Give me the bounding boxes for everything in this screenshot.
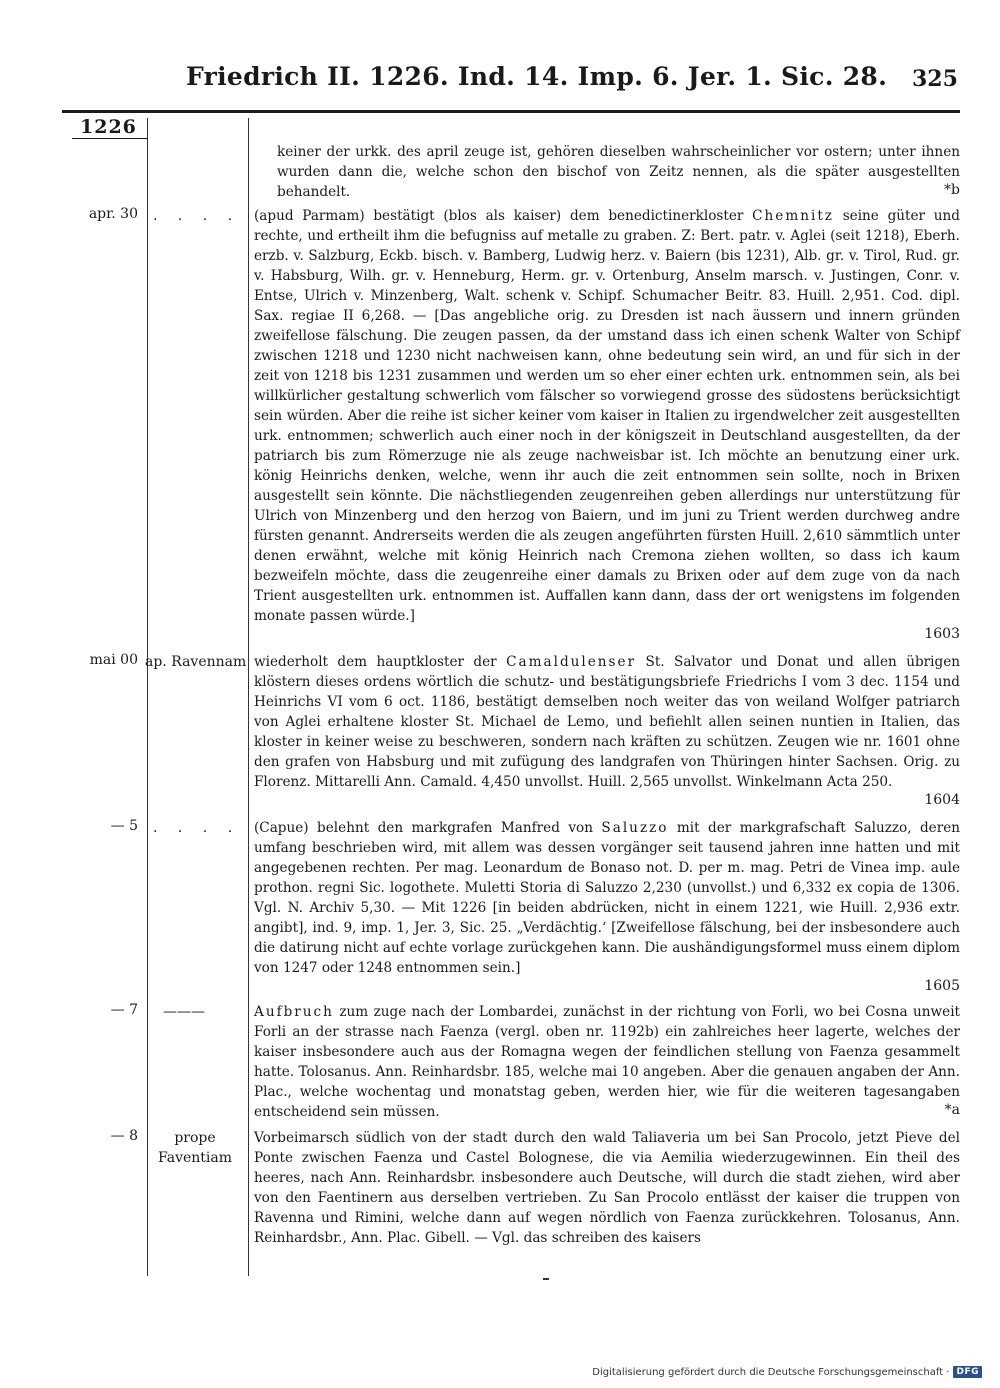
entry-date: apr. 30 [88, 206, 138, 222]
entry-lead: (Capue) belehnt den markgrafen Manfred von [254, 820, 593, 836]
entry-lead: (apud Parmam) bestätigt (blos als kaiser) dem benedictinerkloster [254, 208, 744, 224]
page-title: Friedrich II. 1226. Ind. 14. Imp. 6. Jer. 1. Sic. 28. [186, 62, 888, 91]
entry-text [254, 818, 960, 978]
entry-lead: wiederholt dem hauptkloster der [254, 654, 497, 670]
entry-number: *b [944, 182, 960, 198]
entry-keyword: Aufbruch [254, 1004, 334, 1020]
entry-date: — 5 [110, 818, 138, 834]
bottom-mark [543, 1278, 549, 1280]
entry-date: mai 00 [89, 652, 138, 668]
footer-credit [592, 1366, 982, 1378]
entry-place: . . . . [153, 208, 241, 224]
year-heading: 1226 [80, 116, 137, 138]
header-rule [62, 110, 960, 113]
entry-text [254, 206, 960, 626]
entry-place: prope Faventiam [157, 1130, 233, 1166]
entry-place: . . . . [153, 820, 241, 836]
entry-body: zum zuge nach der Lombardei, zunächst in der richtung von Forli, wo bei Cosna unweit Forli an der strasse nach Faenza (vergl. oben nr. 1192b) ein zahlreiches heer lagerte, welches der kaiser insbesondere auch aus der Romagna wegen der feindlichen stellung von Faenza gesammelt hatte. Tolosanus. Ann. Reinhardsbr. 185, welche mai 10 angeben. Aber die genauen angaben der Ann. Plac., welche wochentag und monatstag geben, werden hier, wie für die weiteren tagesangaben entscheidend sein müssen. [254, 1004, 961, 1120]
dfg-logo: DFG [953, 1366, 982, 1378]
entry-body: keiner der urkk. des april zeuge ist, gehören dieselben wahrscheinlicher vor ostern; unter ihnen wurden dann die, welche schon den bischof von Zeitz nennen, als die später ausgestellten behandelt. [277, 144, 960, 200]
entry-date: — 7 [110, 1002, 138, 1018]
page-number: 325 [912, 66, 958, 92]
column-divider-date [147, 118, 148, 1276]
entry-text [277, 142, 960, 202]
entry-text [254, 652, 960, 792]
entry-date: — 8 [110, 1128, 138, 1144]
entry-number: 1604 [924, 792, 960, 808]
entry-text [254, 1128, 960, 1248]
year-underline [72, 138, 148, 139]
entry-place: ——— [163, 1004, 205, 1020]
entry-place: ap. Ravennam [145, 654, 247, 670]
entry-number: *a [944, 1102, 960, 1118]
entry-keyword: Camaldulenser [506, 654, 637, 670]
entry-text [254, 1002, 960, 1122]
entry-number: 1605 [924, 978, 960, 994]
entry-body: Vorbeimarsch südlich von der stadt durch den wald Taliaveria um bei San Procolo, jetzt Pieve del Ponte zwischen Faenza und Castel Bolognese, die via Aemilia wiederzugewinnen. Ein theil des heeres, nach Ann. Reinhardsbr. insbesondere auch Deutsche, will durch die stadt ziehen, wird aber von den Faentinern aus derselben vertrieben. Zu San Procolo entlässt der kaiser die truppen von Ravenna und Rimini, welche dann auf wegen nördlich von Faenza zurückkehren. Tolosanus, Ann. Reinhardsbr., Ann. Plac. Gibell. — Vgl. das schreiben des kaisers [254, 1130, 960, 1246]
entry-number: 1603 [924, 626, 960, 642]
footer-text: Digitalisierung gefördert durch die Deutsche Forschungsgemeinschaft · [592, 1366, 950, 1378]
entry-body: St. Salvator und Donat und allen übrigen klöstern dieses ordens wörtlich die schutz- und bestätigungsbriefe Friedrichs I vom 3 dec. 1154 und Heinrichs VI vom 6 oct. 1186, bestätigt demselben noch weiter das von weiland Wolfger patriarch von Aglei erhaltene kloster St. Michael de Lemo, und befiehlt allen seinen nuntien in Italien, das kloster in keiner weise zu beschweren, sondern nach kräften zu schützen. Zeugen wie nr. 1601 ohne den grafen von Habsburg und mit zufügung des landgrafen von Thüringen hinter Sachsen. Orig. zu Florenz. Mittarelli Ann. Camald. 4,450 unvollst. Huill. 2,565 unvollst. Winkelmann Acta 250. [254, 654, 960, 790]
column-divider-place [248, 118, 249, 1276]
entry-keyword: Saluzzo [601, 820, 669, 836]
entry-body: mit der markgrafschaft Saluzzo, deren umfang beschrieben wird, mit allem was dessen vorgänger seit tausend jahren inne hatten und mit angegebenen rechten. Per mag. Leonardum de Bonaso not. D. per m. mag. Petri de Vinea imp. aule prothon. regni Sic. logothete. Muletti Storia di Saluzzo 2,230 (unvollst.) und 6,332 ex copia de 1306. Vgl. N. Archiv 5,30. — Mit 1226 [in beiden abdrücken, nicht in einem 1221, wie Huill. 2,936 extr. angibt], ind. 9, imp. 1, Jer. 3, Sic. 25. „Verdächtig.‘ [Zweifellose fälschung, bei der insbesondere auch die datirung nicht auf echte vorlage zurückgehen kann. Die aushändigungsformel muss einem diplom von 1247 oder 1248 entnommen sein.] [254, 820, 961, 976]
entry-keyword: Chemnitz [752, 208, 834, 224]
entry-body: seine güter und rechte, und ertheilt ihm die befugniss auf metalle zu graben. Z: Bert. patr. v. Aglei (seit 1218), Eberh. erzb. v. Salzburg, Eckb. bisch. v. Bamberg, Ludwig herz. v. Baiern (bis 1231), Alb. gr. v. Tirol, Rud. gr. v. Habsburg, Wilh. gr. v. Henneburg, Herm. gr. v. Ortenburg, Anselm marsch. v. Justingen, Conr. v. Entse, Ulrich v. Minzenberg, Walt. schenk v. Schipf. Schumacher Beitr. 83. Huill. 2,951. Cod. dipl. Sax. regiae II 6,268. — [Das angebliche orig. zu Dresden ist nach äussern und innern gründen zweifellose fälschung. Die zeugen passen, da der umstand dass ich einen schenk Walter von Schipf zwischen 1218 und 1230 nicht nachweisen kann, ohne bedeutung sein wird, an und für sich in der zeit von 1218 bis 1231 zusammen und werden um so eher einer echten urk. entnommen sein, als bei willkürlicher gestaltung schwerlich vom fälscher so vorwiegend grosse des südostens berücksichtigt sein würden. Aber die reihe ist sicher keiner vom kaiser in Italien zu irgendwelcher zeit ausgestellten urk. entnommen; schwerlich auch einer noch in der königszeit in Deutschland ausgestellten, da der patriarch bis zum Römerzuge nie als zeuge nachweisbar ist. Ich möchte an benutzung einer urk. könig Heinrichs denken, welche, wenn ihr auch die zeit entnommen sein sollte, noch in Brixen ausgestellt sein könnte. Die nächstliegenden zeugenreihen geben allerdings nur unterstützung für Ulrich von Minzenberg und den herzog von Baiern, und im juni zu Trient werden durchweg andre fürsten genannt. Andrerseits werden die als zeugen angeführten fürsten Huill. 2,610 sämmtlich unter denen erwähnt, welche mit könig Heinrich nach Cremona ziehen wollten, so dass ich kaum bezweifeln möchte, dass die zeugenreihe einer damals zu Brixen oder auf dem zuge von da nach Trient ausgestellten urk. entnommen ist. Auffallen kann dann, dass der ort wenigstens im folgenden monate passen würde.] [254, 208, 960, 624]
